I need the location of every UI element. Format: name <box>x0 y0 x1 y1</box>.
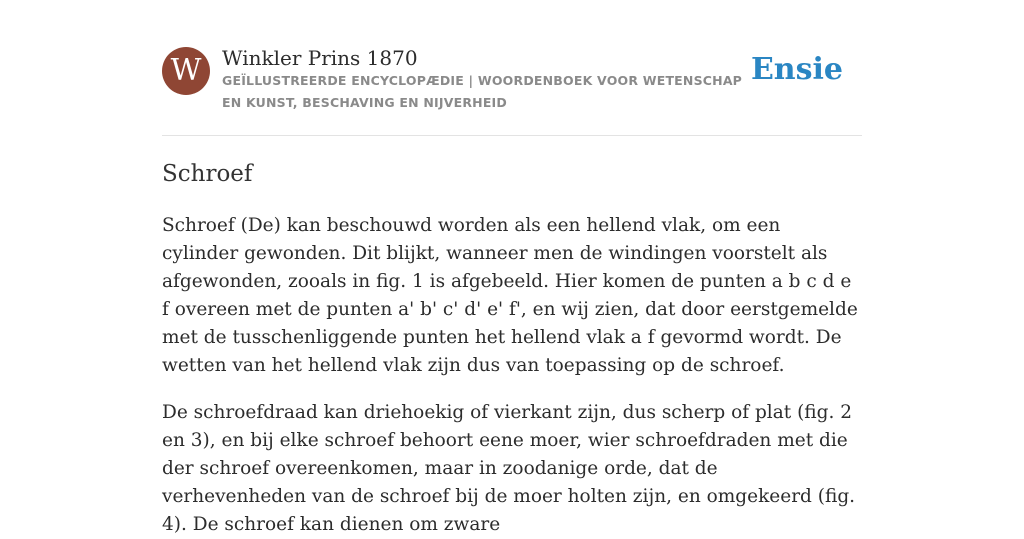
article-paragraph-1: Schroef (De) kan beschouwd worden als een hellend vlak, om een cylinder gewonden. Dit blijkt, wanneer men de windingen voorstelt als afgewonden, zooals in fig. 1 is afgebeeld. Hier komen de punten a b c d e f overeen met de punten a' b' c' d' e' f', en wij zien, dat door eerstgemelde met de tusschenliggende punten het hellend vlak a f gevormd wordt. De wetten van het hellend vlak zijn dus van toepassing op de schroef. <box>162 215 858 376</box>
brand-logo[interactable]: Ensie <box>750 52 843 87</box>
article-paragraph-2: De schroefdraad kan driehoekig of vierkant zijn, dus scherp of plat (fig. 2 en 3), en bij elke schroef behoort eene moer, wier schroefdraden met die der schroef overeenkomen, maar in zoodanige orde, dat de verhevenheden van de schroef bij de moer holten zijn, en omgekeerd (fig. 4). De schroef kan dienen om zware <box>162 402 856 535</box>
source-title[interactable]: Winkler Prins 1870 <box>222 46 418 70</box>
article-title: Schroef <box>162 161 253 187</box>
header-divider <box>162 135 862 136</box>
article <box>162 158 862 539</box>
source-header <box>162 46 862 116</box>
source-subtitle: GEÏLLUSTREERDE ENCYCLOPÆDIE | WOORDENBOEK VOOR WETENSCHAP EN KUNST, BESCHAVING EN NIJVERHEID <box>222 73 743 110</box>
source-info <box>222 46 752 114</box>
source-avatar[interactable]: W <box>162 47 210 95</box>
